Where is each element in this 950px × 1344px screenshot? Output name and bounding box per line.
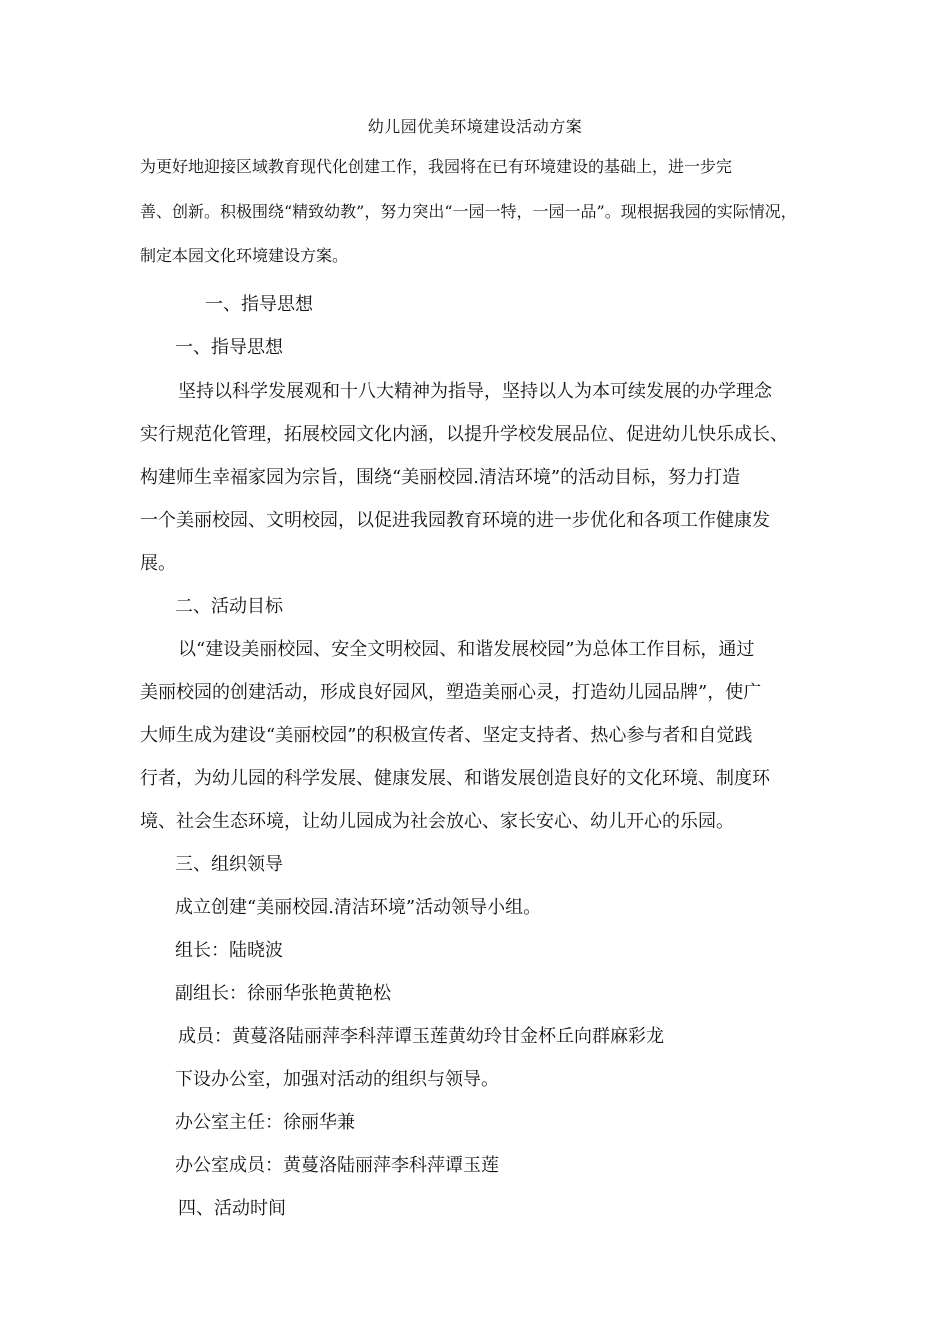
section-3-line-1: 成立创建“美丽校园.清洁环境”活动领导小组。 [175,897,542,918]
section-1-body-line-5: 展。 [140,553,176,574]
section-1-body-line-4: 一个美丽校园、文明校园，以促进我园教育环境的进一步优化和各项工作健康发 [140,510,770,531]
intro-line-3: 制定本园文化环境建设方案。 [140,246,349,265]
section-3-line-5: 下设办公室，加强对活动的组织与领导。 [175,1069,499,1090]
section-2-heading: 二、活动目标 [175,596,283,617]
section-2-body-line-4: 行者，为幼儿园的科学发展、健康发展、和谐发展创造良好的文化环境、制度环 [140,768,770,789]
section-4-heading: 四、活动时间 [178,1198,286,1219]
section-2-body-line-5: 境、社会生态环境，让幼儿园成为社会放心、家长安心、幼儿开心的乐园。 [140,811,734,832]
section-3-line-3: 副组长：徐丽华张艳黄艳松 [175,983,391,1004]
section-3-heading: 三、组织领导 [175,854,283,875]
intro-line-1: 为更好地迎接区域教育现代化创建工作，我园将在已有环境建设的基础上，进一步完 [140,157,733,176]
section-3-line-4: 成员：黄蔓洛陆丽萍李科萍谭玉莲黄幼玲甘金杯丘向群麻彩龙 [178,1026,664,1047]
section-1-body-line-1: 坚持以科学发展观和十八大精神为指导，坚持以人为本可续发展的办学理念 [178,381,772,402]
section-1-heading: 一、指导思想 [175,337,283,358]
section-1-heading-indented: 一、指导思想 [205,294,313,315]
intro-line-2: 善、创新。积极围绕“精致幼教”，努力突出“一园一特，一园一品”。现根据我园的实际情况， [140,202,797,221]
section-2-body-line-3: 大师生成为建设“美丽校园”的积极宣传者、坚定支持者、热心参与者和自觉践 [140,725,753,746]
section-2-body-line-1: 以“建设美丽校园、安全文明校园、和谐发展校园”为总体工作目标，通过 [178,639,755,660]
section-2-body-line-2: 美丽校园的创建活动，形成良好园风，塑造美丽心灵，打造幼儿园品牌”，使广 [140,682,762,703]
document-title: 幼儿园优美环境建设活动方案 [367,117,583,136]
section-3-line-6: 办公室主任：徐丽华兼 [175,1112,355,1133]
section-3-line-7: 办公室成员：黄蔓洛陆丽萍李科萍谭玉莲 [175,1155,499,1176]
section-3-line-2: 组长：陆晓波 [175,940,283,961]
section-1-body-line-2: 实行规范化管理，拓展校园文化内涵，以提升学校发展品位、促进幼儿快乐成长、 [140,424,788,445]
section-1-body-line-3: 构建师生幸福家园为宗旨，围绕“美丽校园.清洁环境”的活动目标，努力打造 [140,467,741,488]
